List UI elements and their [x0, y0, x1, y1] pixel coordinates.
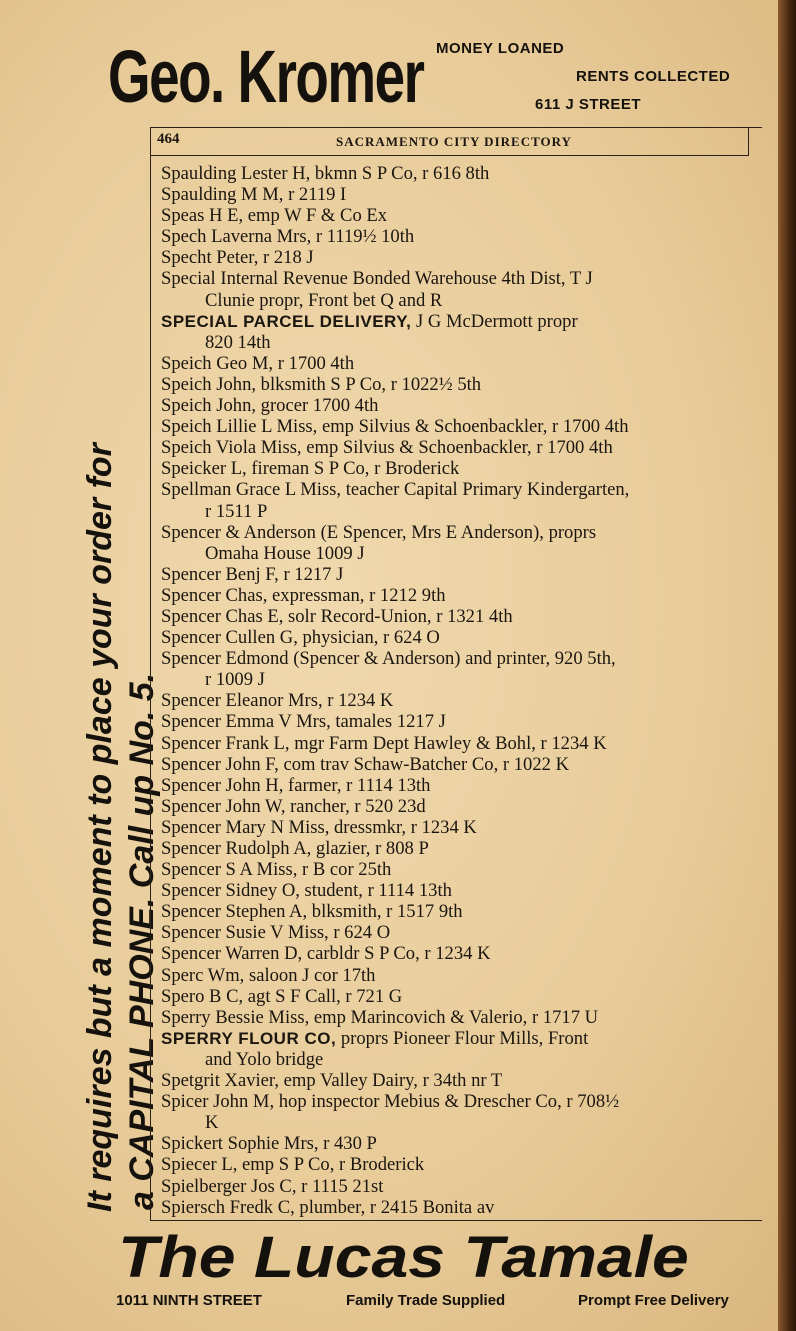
directory-entry: [161, 986, 753, 1007]
entry-continuation: [161, 501, 753, 522]
entry-text: J G McDermott propr: [411, 310, 578, 332]
entry-text: r 1511 P: [205, 500, 268, 522]
entry-text: Spencer Eleanor Mrs, r 1234 K: [161, 690, 394, 712]
entry-text: 820 14th: [205, 331, 271, 353]
ad-delivery: Prompt Free Delivery: [578, 1292, 729, 1309]
directory-entry: [161, 226, 753, 247]
entry-text: Spencer Stephen A, blksmith, r 1517 9th: [161, 901, 463, 923]
entry-text: and Yolo bridge: [205, 1048, 324, 1070]
entry-text: Specht Peter, r 218 J: [161, 247, 314, 269]
directory-entry: [161, 268, 753, 289]
entry-text: Speich Lillie L Miss, emp Silvius & Schoenbackler, r 1700 4th: [161, 416, 629, 438]
directory-entry: [161, 1197, 753, 1218]
entry-continuation: [161, 1049, 753, 1070]
entry-text: Spaulding M M, r 2119 I: [161, 184, 347, 206]
entry-text: Spencer Frank L, mgr Farm Dept Hawley & Bohl, r 1234 K: [161, 732, 607, 754]
directory-entry: [161, 775, 753, 796]
entry-text: Speich Viola Miss, emp Silvius & Schoenbackler, r 1700 4th: [161, 437, 613, 459]
directory-entry: [161, 437, 753, 458]
directory-entry: [161, 479, 753, 500]
entry-text: Spielberger Jos C, r 1115 21st: [161, 1175, 384, 1197]
advertiser-name: Geo. Kromer: [108, 35, 424, 118]
directory-entry: [161, 311, 753, 332]
directory-entry: [161, 416, 753, 437]
directory-entry: [161, 564, 753, 585]
entry-text: Clunie propr, Front bet Q and R: [205, 289, 443, 311]
top-advertisement: [108, 34, 768, 120]
entry-continuation: [161, 543, 753, 564]
entry-business-name: SPECIAL PARCEL DELIVERY,: [161, 311, 412, 331]
entry-text: Spiecer L, emp S P Co, r Broderick: [161, 1154, 425, 1176]
directory-entry: [161, 943, 753, 964]
entry-text: Spencer John W, rancher, r 520 23d: [161, 795, 426, 817]
directory-entry: [161, 522, 753, 543]
directory-entry: [161, 690, 753, 711]
entry-text: Spencer S A Miss, r B cor 25th: [161, 859, 392, 881]
entry-text: Spickert Sophie Mrs, r 430 P: [161, 1133, 377, 1155]
page-header: [151, 128, 749, 156]
book-spine-edge: [778, 0, 796, 1331]
entry-text: Speich John, blksmith S P Co, r 1022½ 5th: [161, 373, 482, 395]
entry-text: Spencer Cullen G, physician, r 624 O: [161, 627, 440, 649]
directory-entry: [161, 880, 753, 901]
entry-text: Speicker L, fireman S P Co, r Broderick: [161, 458, 460, 480]
page-number: 464: [157, 131, 180, 147]
entry-text: Spencer Warren D, carbldr S P Co, r 1234 K: [161, 943, 491, 965]
directory-entry: [161, 796, 753, 817]
entry-continuation: [161, 669, 753, 690]
directory-entry: [161, 1070, 753, 1091]
directory-title: SACRAMENTO CITY DIRECTORY: [336, 134, 572, 149]
ad-address: 611 J STREET: [535, 96, 642, 113]
entry-text: Spencer Rudolph A, glazier, r 808 P: [161, 838, 429, 859]
ad-money-loaned: MONEY LOANED: [436, 40, 565, 57]
directory-entry: [161, 922, 753, 943]
entry-text: Spaulding Lester H, bkmn S P Co, r 616 8th: [161, 163, 490, 184]
directory-entry: [161, 733, 753, 754]
entry-business-name: SPERRY FLOUR CO,: [161, 1028, 337, 1048]
directory-entry: [161, 627, 753, 648]
entry-continuation: [161, 1112, 753, 1133]
entry-text: Spencer Sidney O, student, r 1114 13th: [161, 880, 452, 902]
directory-entry: [161, 395, 753, 416]
entry-text: proprs Pioneer Flour Mills, Front: [336, 1027, 589, 1049]
directory-entry: [161, 163, 753, 184]
advertiser-name: The Lucas Tamale: [118, 1225, 689, 1290]
entry-text: Spencer Benj F, r 1217 J: [161, 563, 344, 585]
directory-entry: [161, 754, 753, 775]
entry-text: Spero B C, agt S F Call, r 721 G: [161, 985, 403, 1007]
directory-entry: [161, 1091, 753, 1112]
directory-entry: [161, 1007, 753, 1028]
entry-text: Speas H E, emp W F & Co Ex: [161, 205, 388, 227]
directory-entry: [161, 711, 753, 732]
directory-entry: [161, 247, 753, 268]
directory-entry: [161, 965, 753, 986]
entry-text: Spiersch Fredk C, plumber, r 2415 Bonita av: [161, 1196, 495, 1218]
directory-entry: [161, 901, 753, 922]
ad-address: 1011 NINTH STREET: [116, 1292, 262, 1309]
entry-text: Speich Geo M, r 1700 4th: [161, 352, 355, 374]
directory-entry: [161, 374, 753, 395]
entry-text: Spencer Emma V Mrs, tamales 1217 J: [161, 711, 446, 733]
ad-tagline: Family Trade Supplied: [346, 1292, 506, 1309]
entry-text: Spencer Mary N Miss, dressmkr, r 1234 K: [161, 816, 477, 838]
entry-text: Sperc Wm, saloon J cor 17th: [161, 964, 376, 986]
directory-entry: [161, 606, 753, 627]
ad-rents-collected: RENTS COLLECTED: [576, 68, 731, 85]
entry-text: Spencer Edmond (Spencer & Anderson) and printer, 920 5th,: [161, 648, 616, 670]
entry-text: Special Internal Revenue Bonded Warehouse 4th Dist, T J: [161, 268, 593, 290]
directory-entry: [161, 585, 753, 606]
side-ad-line-1: It requires but a moment to place your order for: [81, 443, 119, 1212]
directory-entry: [161, 1154, 753, 1175]
directory-entry: [161, 184, 753, 205]
entry-text: Spencer John H, farmer, r 1114 13th: [161, 774, 431, 796]
directory-entry: [161, 1028, 753, 1049]
directory-entry: [161, 1176, 753, 1197]
directory-entry: [161, 648, 753, 669]
entry-text: Omaha House 1009 J: [205, 542, 365, 564]
directory-entry: [161, 1133, 753, 1154]
side-ad-line-2: a CAPITAL PHONE. Call up No. 5.: [123, 672, 161, 1210]
entry-text: Spencer Susie V Miss, r 624 O: [161, 922, 391, 944]
entry-continuation: [161, 290, 753, 311]
directory-entry: [161, 458, 753, 479]
bottom-advertisement: [110, 1224, 770, 1324]
entry-text: Spellman Grace L Miss, teacher Capital Primary Kindergarten,: [161, 479, 630, 501]
entry-text: Spencer Chas, expressman, r 1212 9th: [161, 584, 446, 606]
directory-entry: [161, 838, 753, 859]
entry-text: Spencer Chas E, solr Record-Union, r 1321 4th: [161, 605, 513, 627]
entry-text: Spetgrit Xavier, emp Valley Dairy, r 34th nr T: [161, 1070, 503, 1092]
directory-entry: [161, 817, 753, 838]
entry-text: Spicer John M, hop inspector Mebius & Drescher Co, r 708½: [161, 1091, 620, 1113]
entry-text: Sperry Bessie Miss, emp Marincovich & Valerio, r 1717 U: [161, 1006, 599, 1028]
entry-text: Spech Laverna Mrs, r 1119½ 10th: [161, 226, 415, 248]
entry-text: Spencer John F, com trav Schaw-Batcher Co, r 1022 K: [161, 753, 569, 775]
entry-text: r 1009 J: [205, 669, 265, 691]
directory-entry: [161, 353, 753, 374]
directory-page-frame: [150, 127, 762, 1221]
entry-text: Spencer & Anderson (E Spencer, Mrs E Anderson), proprs: [161, 521, 597, 543]
directory-entry: [161, 205, 753, 226]
directory-entry: [161, 859, 753, 880]
entry-continuation: [161, 332, 753, 353]
entry-text: Speich John, grocer 1700 4th: [161, 395, 379, 417]
directory-entries: [161, 163, 753, 1218]
entry-text: K: [205, 1112, 219, 1134]
